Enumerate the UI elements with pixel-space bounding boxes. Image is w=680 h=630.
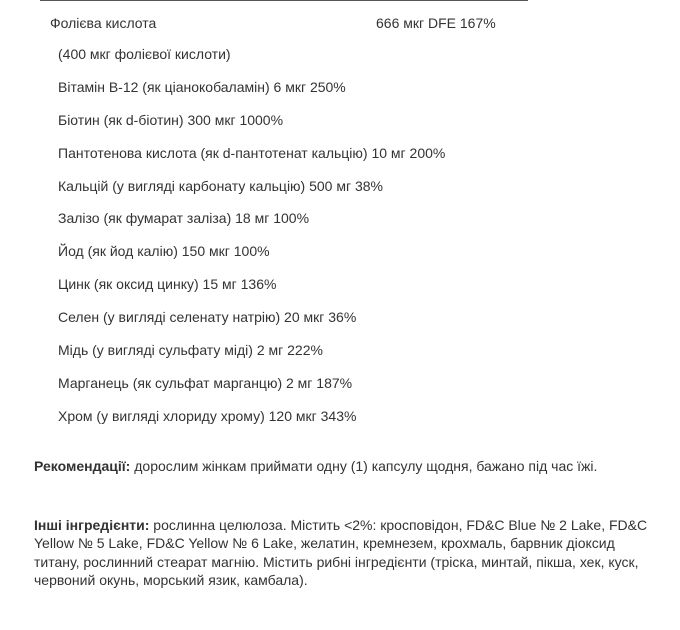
list-item: Кальцій (у вигляді карбонату кальцію) 500 мг 38% <box>58 177 384 194</box>
recommendations-label: Рекомендації: <box>34 458 131 474</box>
list-item: Марганець (як сульфат марганцю) 2 мг 187% <box>58 374 353 391</box>
other-ingredients-paragraph <box>34 516 654 589</box>
list-item: Залізо (як фумарат заліза) 18 мг 100% <box>58 210 310 227</box>
nutrient-name: Фолієва кислота <box>50 15 157 31</box>
other-ingredients-text: рослинна целюлоза. Містить <2%: кросповідон, FD&C Blue № 2 Lake, FD&C Yellow № 5 Lake, FD&C Yellow № 6 Lake, желатин, кремнезем, крохмаль, барвник діоксид титану, рослинний стеарат магнію. Містить рибні інгредієнти (тріска, минтай, пікша, хек, куск, червоний окунь, морський язик, камбала). <box>34 517 648 588</box>
list-item: Вітамін B-12 (як ціанокобаламін) 6 мкг 250% <box>58 78 346 95</box>
nutrient-amount: 666 мкг DFE 167% <box>376 15 496 31</box>
recommendations-paragraph <box>34 457 654 475</box>
list-item: (400 мкг фолієвої кислоти) <box>58 46 231 62</box>
list-item: Йод (як йод калію) 150 мкг 100% <box>58 243 270 260</box>
list-item: Цинк (як оксид цинку) 15 мг 136% <box>58 276 277 293</box>
list-item: Мідь (у вигляді сульфату міді) 2 мг 222% <box>58 342 323 359</box>
list-item: Пантотенова кислота (як d-пантотенат кальцію) 10 мг 200% <box>58 144 446 161</box>
recommendations-text: дорослим жінкам приймати одну (1) капсулу щодня, бажано під час їжі. <box>130 458 598 474</box>
nutrient-list <box>58 45 445 440</box>
list-item: Біотин (як d-біотин) 300 мкг 1000% <box>58 111 284 128</box>
table-top-divider <box>40 0 528 1</box>
other-ingredients-label: Інші інгредієнти: <box>34 517 150 533</box>
list-item: Хром (у вигляді хлориду хрому) 120 мкг 343% <box>58 407 357 424</box>
list-item: Селен (у вигляді селенату натрію) 20 мкг 36% <box>58 309 357 326</box>
